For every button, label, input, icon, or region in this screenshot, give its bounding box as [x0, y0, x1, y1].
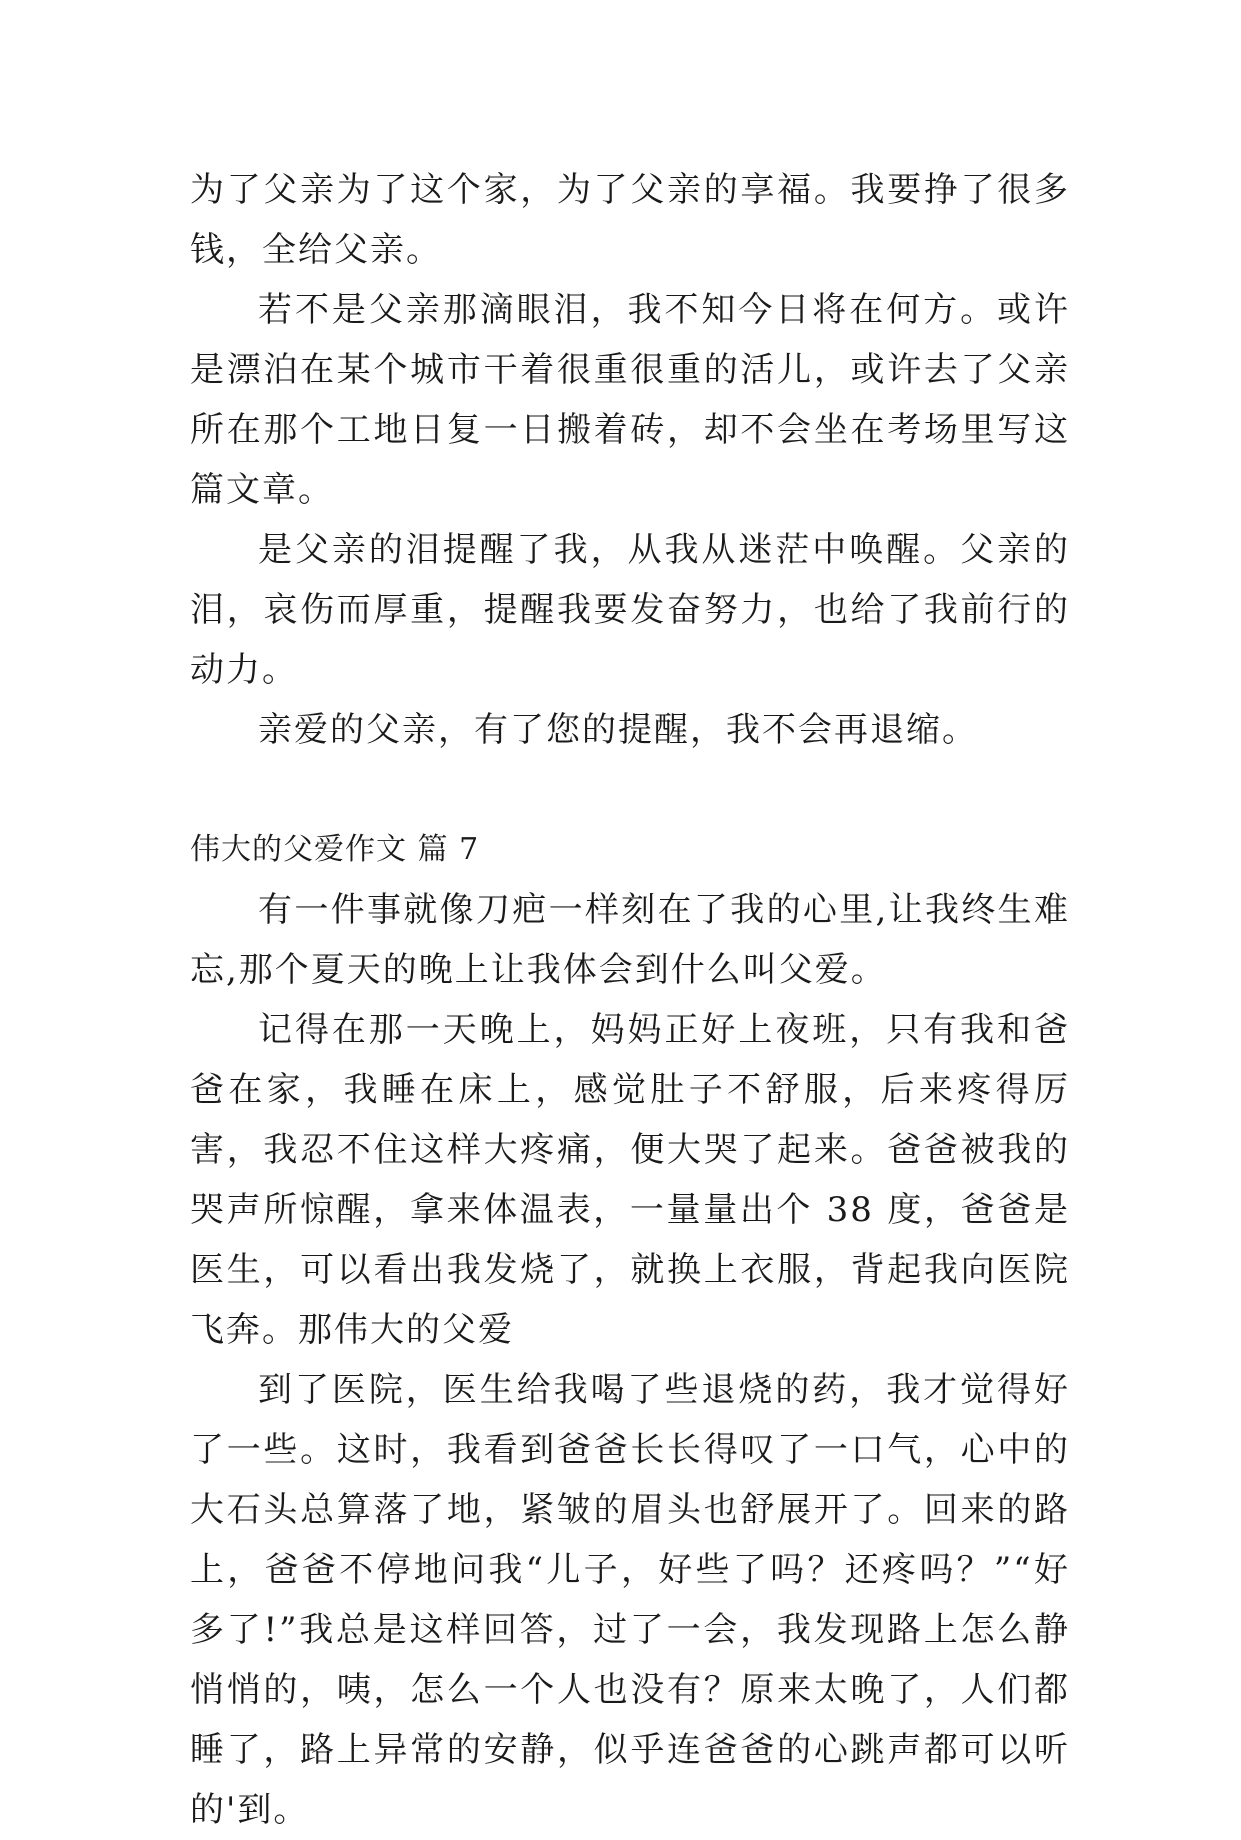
paragraph: 亲爱的父亲，有了您的提醒，我不会再退缩。 — [258, 710, 978, 750]
paragraph: 到了医院，医生给我喝了些退烧的药，我才觉得好了一些。这时，我看到爸爸长长得叹了一口气，心中的大石头总算落了地，紧皱的眉头也舒展开了。回来的路上，爸爸不停地问我“儿子，好些了吗？还疼吗？”“好多了!”我总是这样回答，过了一会，我发现路上怎么静悄悄的，咦，怎么一个人也没有？原来太晚了，人们都睡了，路上异常的安静，似乎连爸爸的心跳声都可以听的'到。 — [190, 1370, 1070, 1830]
section-heading: 伟大的父爱作文 篇 7 — [190, 832, 480, 867]
document-body — [190, 160, 1070, 1840]
paragraph: 有一件事就像刀疤一样刻在了我的心里,让我终生难忘,那个夏天的晚上让我体会到什么叫父爱。 — [190, 890, 1070, 990]
paragraph: 是父亲的泪提醒了我，从我从迷茫中唤醒。父亲的泪，哀伤而厚重，提醒我要发奋努力，也给了我前行的动力。 — [190, 530, 1070, 690]
section-spacer — [190, 760, 1070, 820]
paragraph: 若不是父亲那滴眼泪，我不知今日将在何方。或许是漂泊在某个城市干着很重很重的活儿，或许去了父亲所在那个工地日复一日搬着砖，却不会坐在考场里写这篇文章。 — [190, 290, 1070, 510]
paragraph-continuation: 为了父亲为了这个家，为了父亲的享福。我要挣了很多钱，全给父亲。 — [190, 170, 1070, 270]
paragraph: 记得在那一天晚上，妈妈正好上夜班，只有我和爸爸在家，我睡在床上，感觉肚子不舒服，后来疼得厉害，我忍不住这样大疼痛，便大哭了起来。爸爸被我的哭声所惊醒，拿来体温表，一量量出个 38 度，爸爸是医生，可以看出我发烧了，就换上衣服，背起我向医院飞奔。那伟大的父爱 — [190, 1010, 1070, 1350]
